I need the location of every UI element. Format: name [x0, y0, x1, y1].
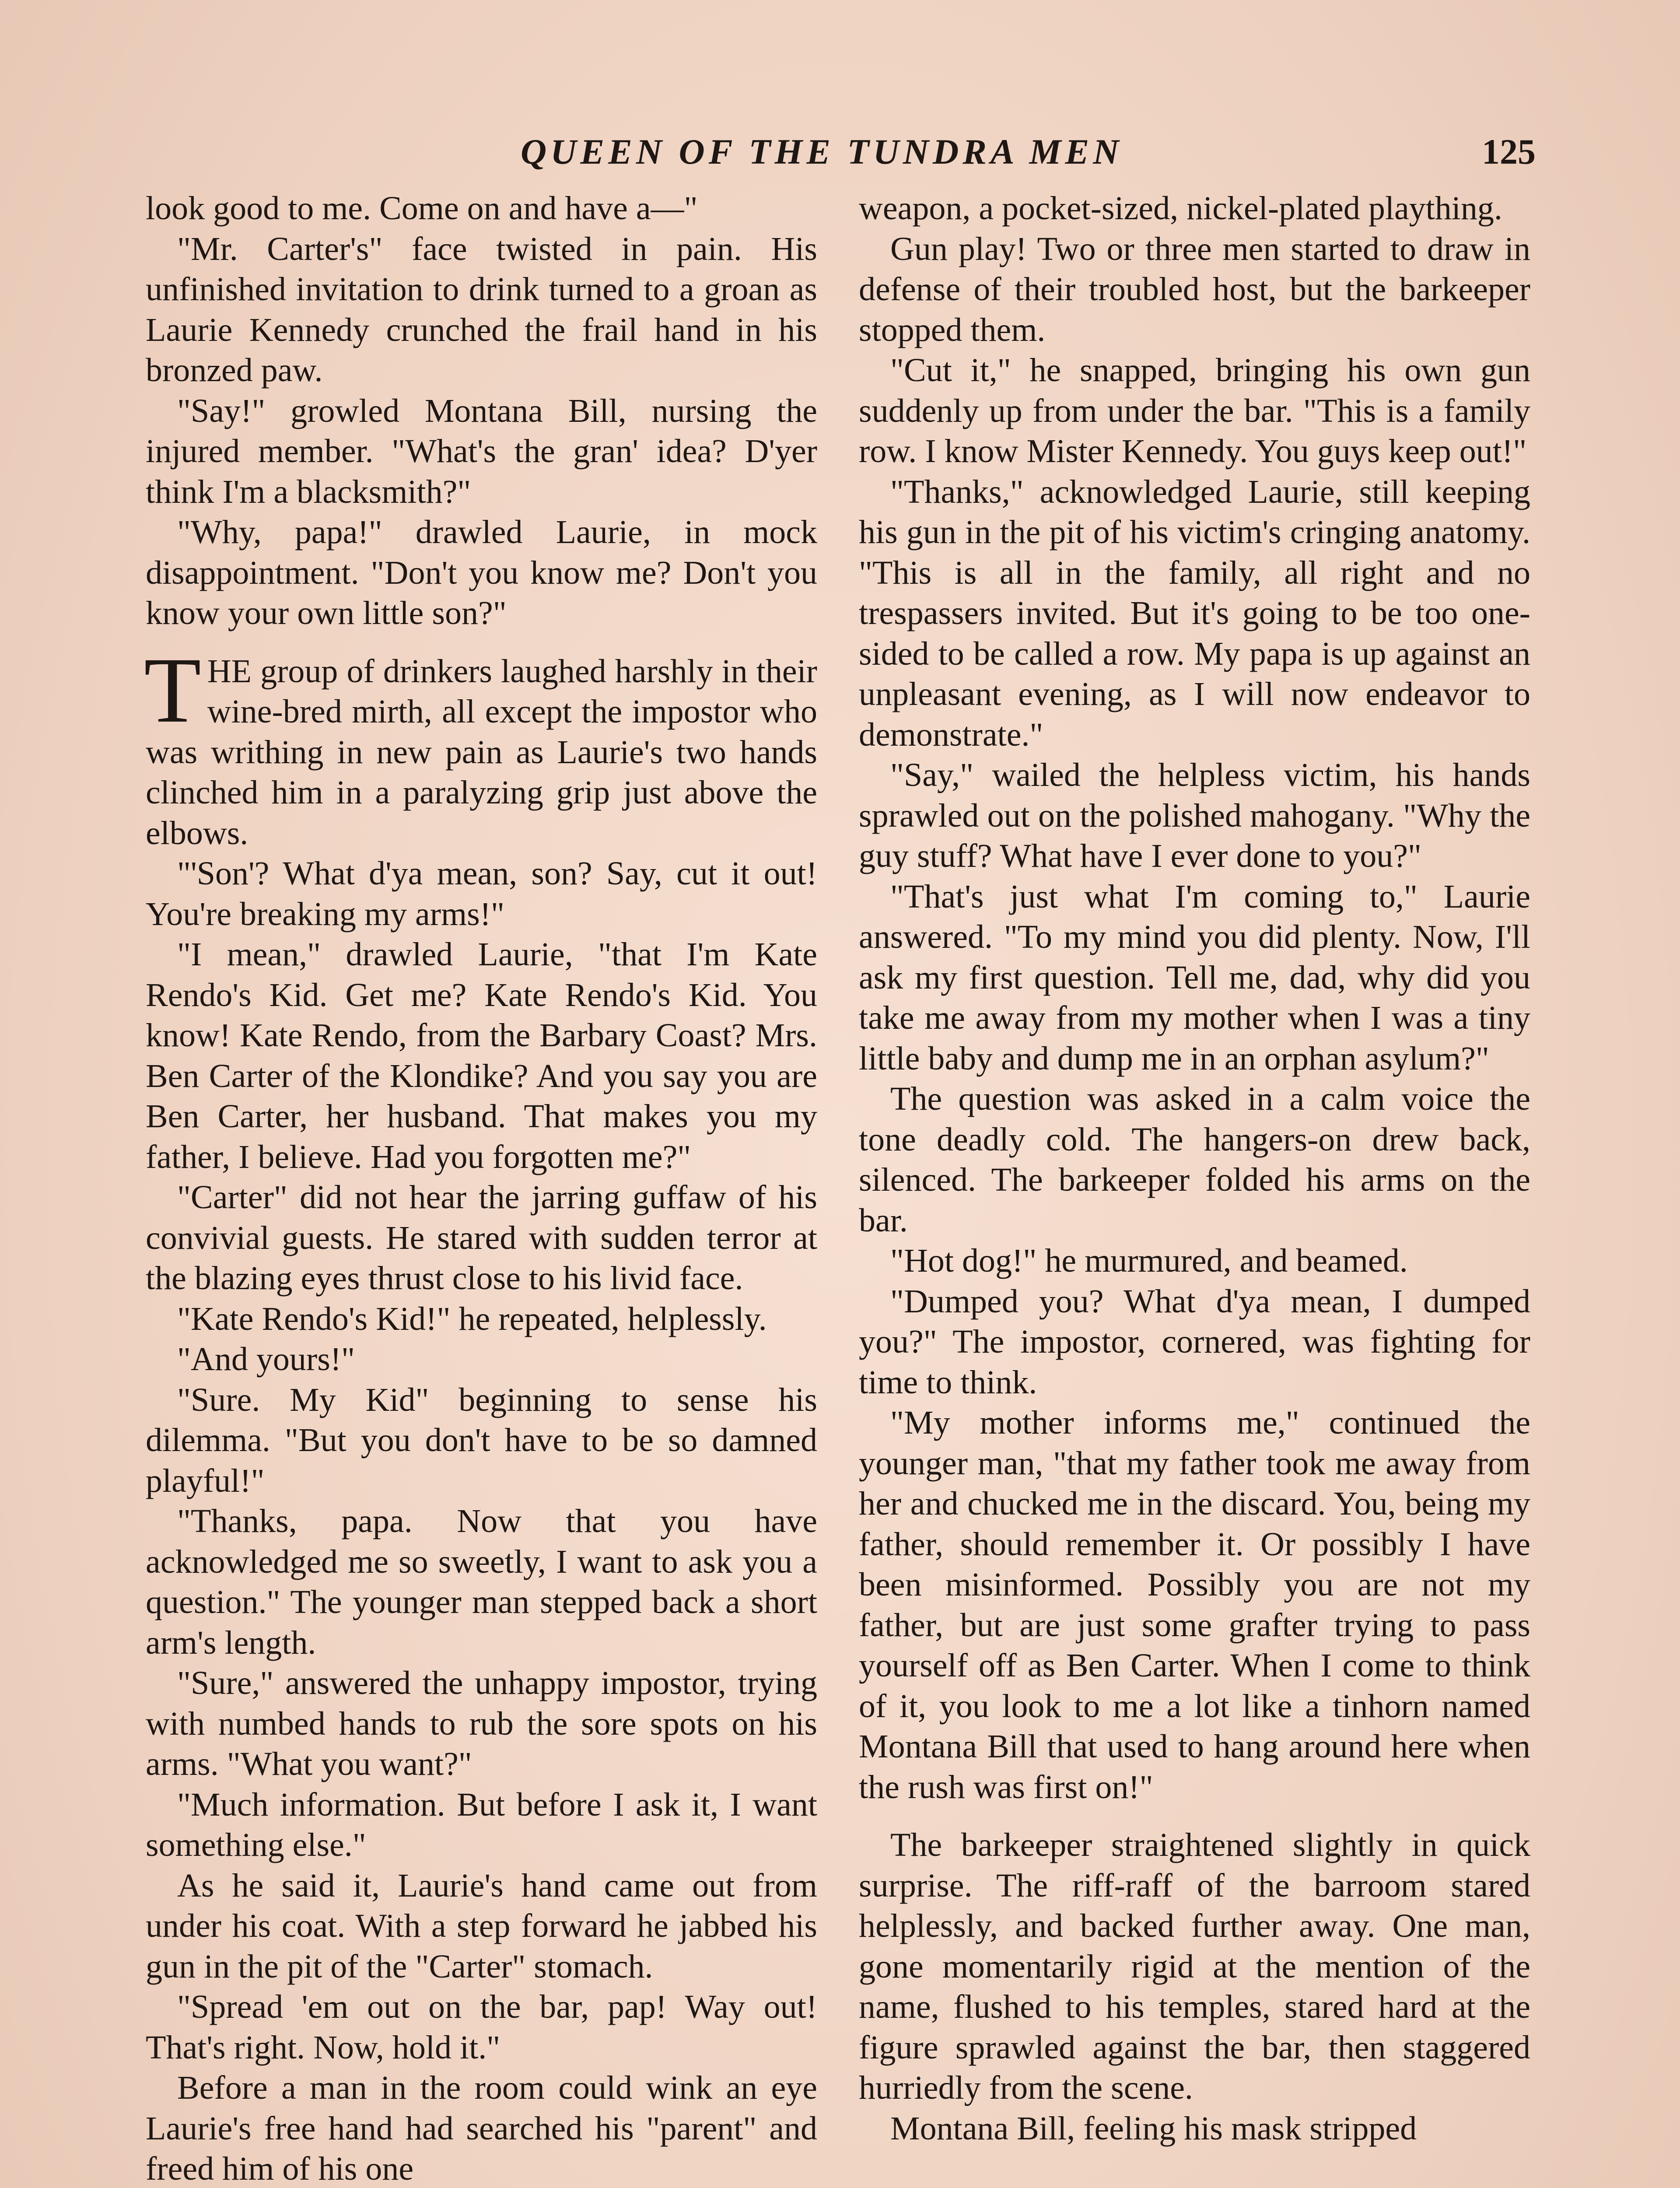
paragraph: "Sure," answered the unhappy impostor, trying with numbed hands to rub the sore spots on his arms. "What you want?" — [146, 1665, 817, 1782]
paragraph: "Dumped you? What d'ya mean, I dumped you?" The impostor, cornered, was fighting for time to think. — [859, 1283, 1530, 1401]
paragraph: "Sure. My Kid" beginning to sense his dilemma. "But you don't have to be so damned playful!" — [146, 1381, 817, 1499]
paragraph: "'Son'? What d'ya mean, son? Say, cut it out! You're breaking my arms!" — [146, 855, 817, 933]
paragraph-text: HE group of drinkers laughed harshly in their wine-bred mirth, all except the impostor who was writhing in new pain as Laurie's two hands clinched him in a paralyzing grip just above the elbows. — [146, 652, 817, 852]
drop-cap: T — [144, 638, 201, 742]
paragraph: "My mother informs me," continued the younger man, "that my father took me away from her and chucked me in the discard. You, being my father, should remember it. Or possibly I have been misinformed. Possibly you are not my father, but are just some grafter trying to pass yourself off as Ben Carter. When I come to think of it, you look to me a lot like a tinhorn named Montana Bill that used to hang around here when the rush was first on!" — [859, 1404, 1530, 1806]
paragraph: "Thanks," acknowledged Laurie, still keeping his gun in the pit of his victim's cringing anatomy. "This is all in the family, all right and no trespassers invited. But it's going to be too one-sided to be called a row. My papa is up against an unpleasant evening, as I will now endeavor to demonstrate." — [859, 473, 1530, 753]
paragraph: "And yours!" — [177, 1341, 355, 1378]
paragraph: "That's just what I'm coming to," Laurie answered. "To my mind you did plenty. Now, I'll ask my first question. Tell me, dad, why did you take me away from my mother when I was a tiny little baby and dump me in an orphan asylum?" — [859, 878, 1530, 1077]
page-number: 125 — [1482, 132, 1536, 172]
paragraph: "Kate Rendo's Kid!" he repeated, helplessly. — [177, 1300, 767, 1337]
paragraph: "Say," wailed the helpless victim, his hands sprawled out on the polished mahogany. "Why the guy stuff? What have I ever done to you?" — [859, 757, 1530, 874]
story-title: QUEEN OF THE TUNDRA MEN — [521, 132, 1123, 172]
paragraph: "Why, papa!" drawled Laurie, in mock disappointment. "Don't you know me? Don't you know your own little son?" — [146, 514, 817, 631]
paragraph: The barkeeper straightened slightly in quick surprise. The riff-raff of the barroom stared helplessly, and backed further away. One man, gone momentarily rigid at the mention of the name, flushed to his temples, stared hard at the figure sprawled against the bar, then staggered hurriedly from the scene. — [859, 1827, 1530, 2106]
paragraph: look good to me. Come on and have a—" — [146, 190, 698, 227]
paragraph: "Carter" did not hear the jarring guffaw of his convivial guests. He stared with sudden terror at the blazing eyes thrust close to his livid face. — [146, 1179, 817, 1297]
paragraph: The question was asked in a calm voice the tone deadly cold. The hangers-on drew back, silenced. The barkeeper folded his arms on the bar. — [859, 1080, 1530, 1239]
paragraph: "I mean," drawled Laurie, "that I'm Kate Rendo's Kid. Get me? Kate Rendo's Kid. You know! Kate Rendo, from the Barbary Coast? Mrs. Ben Carter of the Klondike? And you say you are Ben Carter, her husband. That makes you my father, I believe. Had you forgotten me?" — [146, 936, 817, 1175]
paragraph: "Much information. But before I ask it, I want something else." — [146, 1786, 817, 1863]
paragraph: "Hot dog!" he murmured, and beamed. — [890, 1242, 1408, 1279]
section-opening-paragraph — [144, 638, 817, 854]
paragraph: Before a man in the room could wink an eye Laurie's free hand had searched his "parent" and freed him of his one — [146, 2069, 817, 2187]
right-column — [859, 188, 1530, 2149]
left-column — [146, 188, 817, 2188]
paragraph: "Cut it," he snapped, bringing his own gun suddenly up from under the bar. "This is a family row. I know Mister Kennedy. You guys keep out!" — [859, 352, 1530, 470]
running-head — [521, 131, 1536, 184]
paragraph: Gun play! Two or three men started to draw in defense of their troubled host, but the barkeeper stopped them. — [859, 230, 1530, 348]
paragraph: Montana Bill, feeling his mask stripped — [890, 2110, 1417, 2147]
paragraph: "Thanks, papa. Now that you have acknowledged me so sweetly, I want to ask you a question." The younger man stepped back a short arm's length. — [146, 1503, 817, 1661]
paragraph: As he said it, Laurie's hand came out from under his coat. With a step forward he jabbed his gun in the pit of the "Carter" stomach. — [146, 1867, 817, 1985]
paragraph: weapon, a pocket-sized, nickel-plated plaything. — [859, 190, 1502, 227]
paragraph: "Say!" growled Montana Bill, nursing the injured member. "What's the gran' idea? D'yer think I'm a blacksmith?" — [146, 392, 817, 510]
paragraph: "Spread 'em out on the bar, pap! Way out! That's right. Now, hold it." — [146, 1988, 817, 2066]
paragraph: "Mr. Carter's" face twisted in pain. His unfinished invitation to drink turned to a groan as Laurie Kennedy crunched the frail hand in his bronzed paw. — [146, 230, 817, 389]
